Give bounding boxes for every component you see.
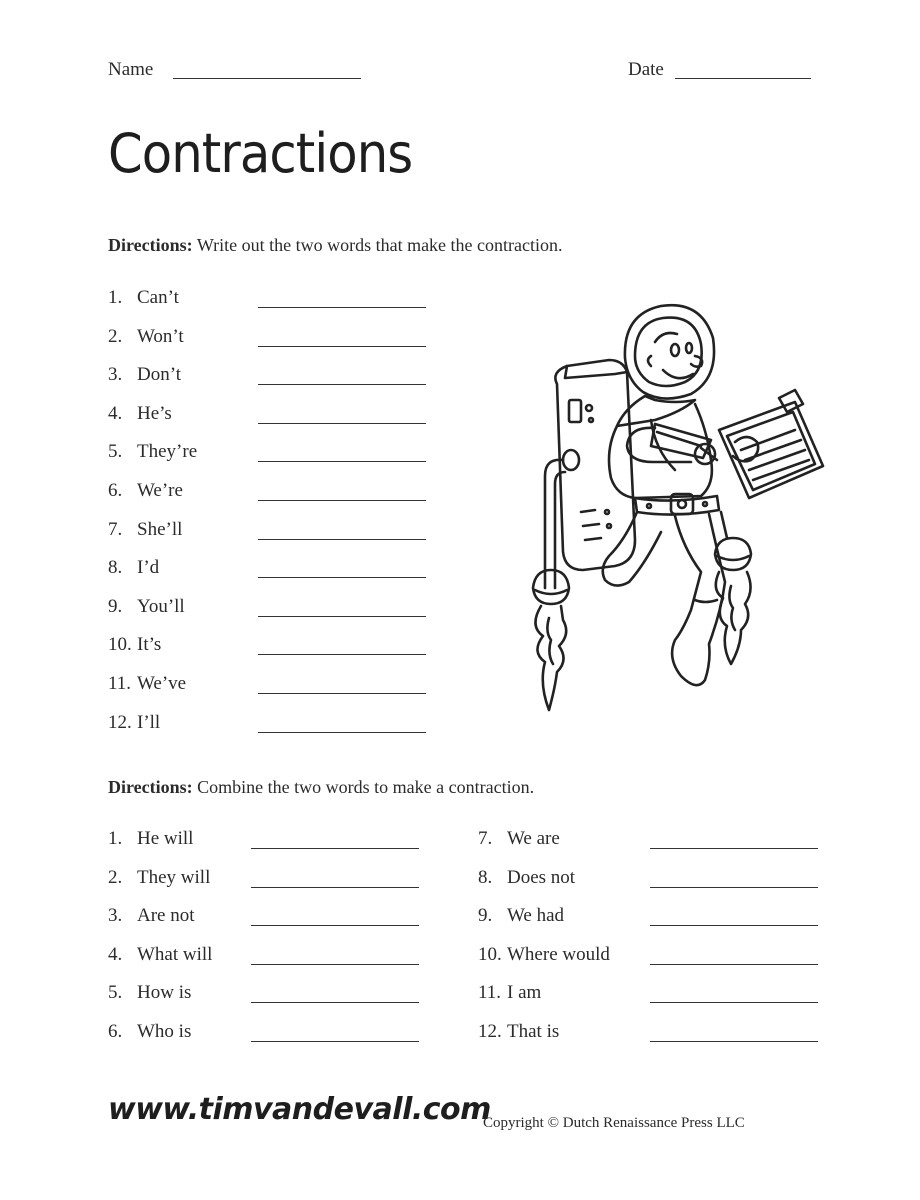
item-number: 4.: [108, 402, 123, 424]
item-prompt: I’ll: [137, 711, 161, 733]
item-prompt: We had: [507, 905, 565, 927]
answer-line[interactable]: [650, 1041, 818, 1042]
item-prompt: How is: [137, 982, 192, 1004]
item-number: 8.: [478, 866, 493, 888]
answer-line[interactable]: [258, 307, 426, 308]
item-number: 7.: [478, 828, 493, 849]
item-number: 9.: [478, 905, 493, 927]
item-prompt: She’ll: [137, 518, 183, 540]
item-prompt: I am: [507, 982, 542, 1004]
answer-line[interactable]: [258, 616, 426, 617]
answer-line[interactable]: [251, 1002, 419, 1003]
item-number: 9.: [108, 595, 123, 617]
item-prompt: Won’t: [137, 325, 184, 347]
item-number: 5.: [108, 441, 123, 463]
item-number: 12.: [108, 711, 132, 733]
answer-line[interactable]: [258, 732, 426, 733]
section1-directions: [108, 235, 563, 256]
date-field-line[interactable]: [675, 78, 811, 79]
answer-line[interactable]: [650, 848, 818, 849]
answer-line[interactable]: [258, 384, 426, 385]
item-prompt: I’d: [137, 557, 160, 579]
item-prompt: Can’t: [137, 287, 179, 308]
item-number: 3.: [108, 364, 123, 386]
answer-line[interactable]: [258, 461, 426, 462]
item-prompt: It’s: [137, 634, 162, 656]
item-prompt: He’s: [137, 402, 172, 424]
section1-directions-text: Write out the two words that make the contraction.: [192, 235, 563, 255]
answer-line[interactable]: [251, 1041, 419, 1042]
answer-line[interactable]: [251, 887, 419, 888]
item-number: 2.: [108, 866, 123, 888]
item-prompt: Who is: [137, 1021, 192, 1042]
answer-line[interactable]: [251, 925, 419, 926]
section1-directions-label: Directions:: [108, 235, 193, 255]
item-prompt: They’re: [137, 441, 198, 463]
item-prompt: Does not: [507, 866, 576, 888]
answer-line[interactable]: [650, 964, 818, 965]
date-label: Date: [628, 59, 664, 80]
item-prompt: We’ve: [137, 673, 187, 694]
item-prompt: We’re: [137, 480, 183, 501]
answer-line[interactable]: [258, 577, 426, 578]
copyright: Copyright © Dutch Renaissance Press LLC: [483, 1115, 745, 1131]
item-prompt: That is: [507, 1021, 560, 1042]
item-number: 11.: [478, 982, 502, 1004]
item-number: 4.: [108, 943, 123, 965]
item-number: 2.: [108, 325, 123, 347]
page-title: Contractions: [108, 122, 413, 185]
item-prompt: They will: [137, 866, 211, 888]
item-prompt: Don’t: [137, 364, 181, 386]
item-number: 7.: [108, 518, 123, 540]
answer-line[interactable]: [258, 500, 426, 501]
answer-line[interactable]: [650, 925, 818, 926]
item-prompt: You’ll: [137, 595, 185, 617]
item-number: 1.: [108, 287, 123, 308]
item-number: 10.: [108, 634, 132, 656]
answer-line[interactable]: [258, 693, 426, 694]
astronaut-jetpack-clipboard-icon: [505, 300, 825, 730]
item-prompt: He will: [137, 828, 194, 849]
item-prompt: Where would: [507, 943, 610, 965]
answer-line[interactable]: [650, 1002, 818, 1003]
section2-directions: [108, 777, 534, 798]
item-number: 6.: [108, 480, 123, 501]
answer-line[interactable]: [650, 887, 818, 888]
item-number: 3.: [108, 905, 123, 927]
item-number: 10.: [478, 943, 502, 965]
item-number: 11.: [108, 673, 132, 694]
answer-line[interactable]: [258, 423, 426, 424]
item-prompt: We are: [507, 828, 560, 849]
item-number: 12.: [478, 1021, 502, 1042]
item-number: 5.: [108, 982, 123, 1004]
item-number: 1.: [108, 828, 123, 849]
item-prompt: What will: [137, 943, 213, 965]
footer-url: www.timvandevall.com: [108, 1092, 491, 1127]
answer-line[interactable]: [251, 848, 419, 849]
item-prompt: Are not: [137, 905, 195, 927]
name-label: Name: [108, 59, 154, 80]
answer-line[interactable]: [251, 964, 419, 965]
answer-line[interactable]: [258, 654, 426, 655]
item-number: 8.: [108, 557, 123, 579]
name-field-line[interactable]: [173, 78, 361, 79]
item-number: 6.: [108, 1021, 123, 1042]
section2-directions-text: Combine the two words to make a contraction.: [192, 777, 535, 797]
answer-line[interactable]: [258, 539, 426, 540]
section2-directions-label: Directions:: [108, 777, 193, 797]
answer-line[interactable]: [258, 346, 426, 347]
